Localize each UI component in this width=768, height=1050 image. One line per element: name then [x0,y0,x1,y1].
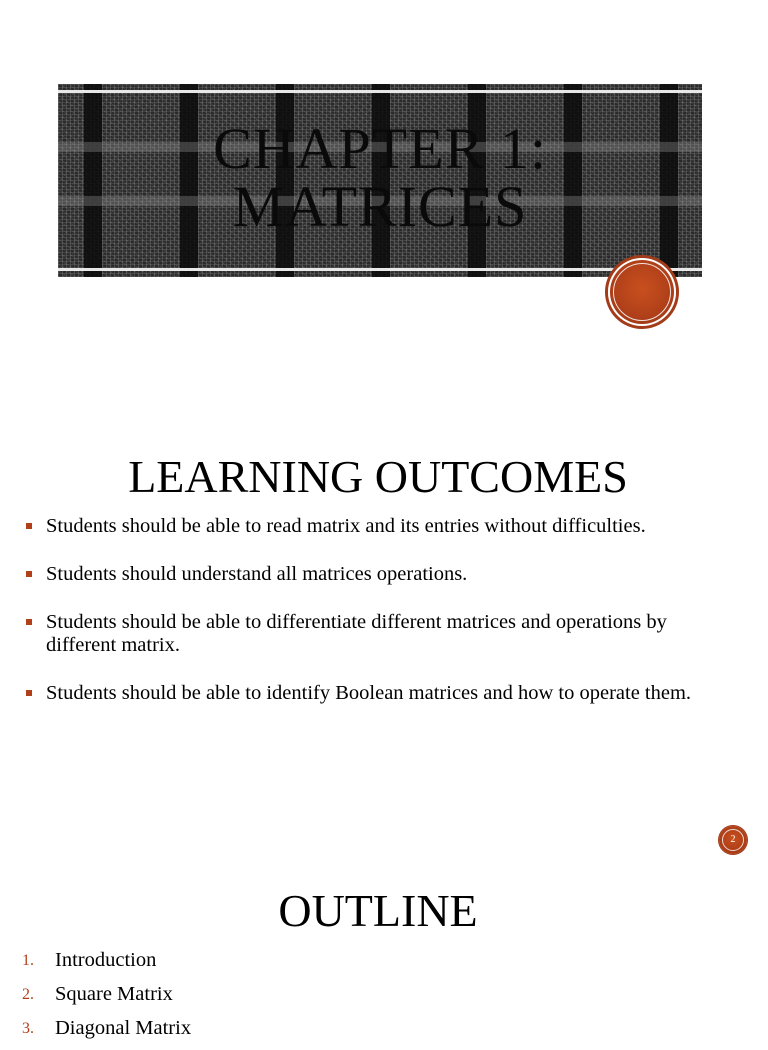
list-item-number: 3. [22,1020,34,1037]
list-item-text: Students should be able to differentiate different matrices and operations by different matrix. [46,611,667,656]
slide-title-line-2: MATRICES [232,174,528,239]
list-item [22,982,722,1006]
square-bullet-icon [26,690,32,696]
decorative-circle-icon [608,258,676,326]
list-item [24,682,734,705]
slide-title-line-1: CHAPTER 1: [213,116,547,181]
list-item [22,1016,722,1040]
slide-title [58,116,702,239]
list-item [24,611,734,657]
square-bullet-icon [26,523,32,529]
list-item-number: 1. [22,952,34,969]
list-item-text: Diagonal Matrix [55,1017,192,1039]
outline-list [22,948,722,1050]
list-item-number: 2. [22,986,34,1003]
list-item-text: Square Matrix [55,983,173,1005]
learning-outcomes-list [24,515,734,730]
list-item-text: Students should understand all matrices operations. [46,563,468,585]
list-item [24,515,734,538]
banner-top-stripe [58,90,702,93]
outline-heading: OUTLINE [278,885,478,936]
list-item [22,948,722,972]
list-item-text: Students should be able to read matrix and its entries without difficulties. [46,515,646,537]
learning-outcomes-heading: LEARNING OUTCOMES [128,451,628,502]
square-bullet-icon [26,619,32,625]
page-number-badge: 2 [719,826,747,854]
list-item-text: Students should be able to identify Boolean matrices and how to operate them. [46,682,692,704]
square-bullet-icon [26,571,32,577]
list-item [24,563,734,586]
list-item-text: Introduction [55,949,157,971]
banner-bottom-stripe [58,268,702,271]
